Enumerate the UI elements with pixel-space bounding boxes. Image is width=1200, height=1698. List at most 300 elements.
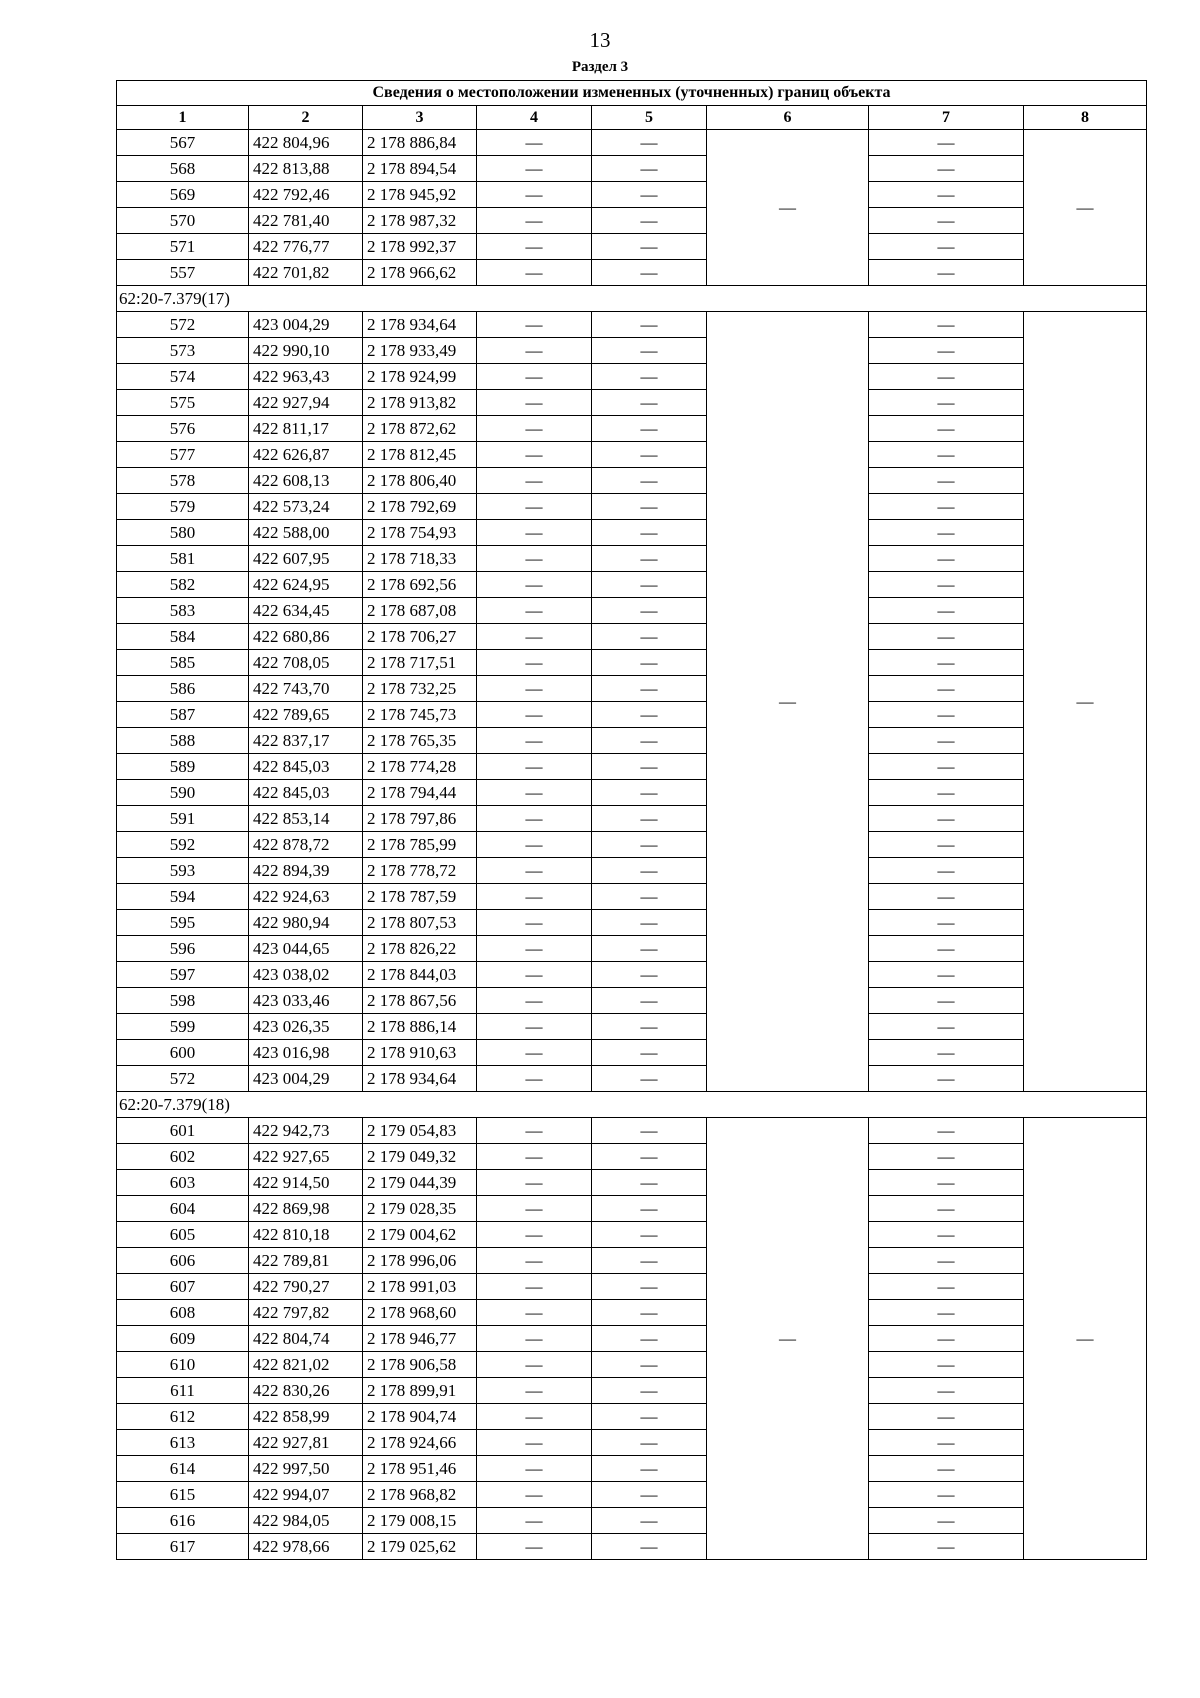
y-coordinate-cell: 2 178 867,56 bbox=[363, 988, 477, 1014]
x-coordinate-cell: 422 837,17 bbox=[249, 728, 363, 754]
x-coordinate-cell: 422 789,81 bbox=[249, 1248, 363, 1274]
col5-cell: — bbox=[592, 1482, 707, 1508]
col7-cell: — bbox=[869, 1040, 1024, 1066]
col7-cell: — bbox=[869, 1326, 1024, 1352]
x-coordinate-cell: 422 980,94 bbox=[249, 910, 363, 936]
col4-cell: — bbox=[477, 208, 592, 234]
col7-cell: — bbox=[869, 520, 1024, 546]
point-number-cell: 593 bbox=[117, 858, 249, 884]
x-coordinate-cell: 422 797,82 bbox=[249, 1300, 363, 1326]
table-row bbox=[117, 858, 1147, 884]
point-number-cell: 585 bbox=[117, 650, 249, 676]
table-row bbox=[117, 1352, 1147, 1378]
col5-cell: — bbox=[592, 1118, 707, 1144]
col7-cell: — bbox=[869, 494, 1024, 520]
x-coordinate-cell: 422 607,95 bbox=[249, 546, 363, 572]
col7-cell: — bbox=[869, 364, 1024, 390]
y-coordinate-cell: 2 178 692,56 bbox=[363, 572, 477, 598]
y-coordinate-cell: 2 178 951,46 bbox=[363, 1456, 477, 1482]
col5-cell: — bbox=[592, 182, 707, 208]
table-row bbox=[117, 1456, 1147, 1482]
y-coordinate-cell: 2 178 991,03 bbox=[363, 1274, 477, 1300]
col4-cell: — bbox=[477, 416, 592, 442]
col5-cell: — bbox=[592, 260, 707, 286]
y-coordinate-cell: 2 178 934,64 bbox=[363, 1066, 477, 1092]
col5-cell: — bbox=[592, 1170, 707, 1196]
col5-cell: — bbox=[592, 130, 707, 156]
col4-cell: — bbox=[477, 1144, 592, 1170]
x-coordinate-cell: 422 781,40 bbox=[249, 208, 363, 234]
y-coordinate-cell: 2 179 008,15 bbox=[363, 1508, 477, 1534]
col7-cell: — bbox=[869, 702, 1024, 728]
x-coordinate-cell: 422 927,94 bbox=[249, 390, 363, 416]
y-coordinate-cell: 2 178 987,32 bbox=[363, 208, 477, 234]
point-number-cell: 599 bbox=[117, 1014, 249, 1040]
point-number-cell: 588 bbox=[117, 728, 249, 754]
y-coordinate-cell: 2 178 934,64 bbox=[363, 312, 477, 338]
point-number-cell: 582 bbox=[117, 572, 249, 598]
point-number-cell: 616 bbox=[117, 1508, 249, 1534]
col5-cell: — bbox=[592, 1430, 707, 1456]
col5-cell: — bbox=[592, 234, 707, 260]
x-coordinate-cell: 422 845,03 bbox=[249, 780, 363, 806]
table-row bbox=[117, 728, 1147, 754]
y-coordinate-cell: 2 178 966,62 bbox=[363, 260, 477, 286]
table-row bbox=[117, 832, 1147, 858]
y-coordinate-cell: 2 178 717,51 bbox=[363, 650, 477, 676]
col7-cell: — bbox=[869, 598, 1024, 624]
col4-cell: — bbox=[477, 442, 592, 468]
x-coordinate-cell: 422 990,10 bbox=[249, 338, 363, 364]
y-coordinate-cell: 2 178 933,49 bbox=[363, 338, 477, 364]
table-row bbox=[117, 780, 1147, 806]
table-row bbox=[117, 390, 1147, 416]
col4-cell: — bbox=[477, 1456, 592, 1482]
col7-cell: — bbox=[869, 182, 1024, 208]
col7-cell: — bbox=[869, 1352, 1024, 1378]
point-number-cell: 612 bbox=[117, 1404, 249, 1430]
point-number-cell: 613 bbox=[117, 1430, 249, 1456]
y-coordinate-cell: 2 178 706,27 bbox=[363, 624, 477, 650]
table-row bbox=[117, 1534, 1147, 1560]
col5-cell: — bbox=[592, 1144, 707, 1170]
col7-cell: — bbox=[869, 234, 1024, 260]
x-coordinate-cell: 422 858,99 bbox=[249, 1404, 363, 1430]
col4-cell: — bbox=[477, 1118, 592, 1144]
col4-cell: — bbox=[477, 182, 592, 208]
y-coordinate-cell: 2 179 004,62 bbox=[363, 1222, 477, 1248]
x-coordinate-cell: 422 708,05 bbox=[249, 650, 363, 676]
point-number-cell: 586 bbox=[117, 676, 249, 702]
table-row bbox=[117, 1222, 1147, 1248]
col4-cell: — bbox=[477, 624, 592, 650]
y-coordinate-cell: 2 178 826,22 bbox=[363, 936, 477, 962]
point-number-cell: 579 bbox=[117, 494, 249, 520]
col5-cell: — bbox=[592, 962, 707, 988]
y-coordinate-cell: 2 178 886,14 bbox=[363, 1014, 477, 1040]
y-coordinate-cell: 2 178 996,06 bbox=[363, 1248, 477, 1274]
column-header: 5 bbox=[592, 106, 707, 130]
coordinates-table bbox=[116, 80, 1147, 1560]
point-number-cell: 604 bbox=[117, 1196, 249, 1222]
y-coordinate-cell: 2 178 992,37 bbox=[363, 234, 477, 260]
col7-cell: — bbox=[869, 1144, 1024, 1170]
col4-cell: — bbox=[477, 1066, 592, 1092]
col4-cell: — bbox=[477, 156, 592, 182]
x-coordinate-cell: 422 789,65 bbox=[249, 702, 363, 728]
col5-cell: — bbox=[592, 780, 707, 806]
col7-cell: — bbox=[869, 754, 1024, 780]
x-coordinate-cell: 422 878,72 bbox=[249, 832, 363, 858]
point-number-cell: 597 bbox=[117, 962, 249, 988]
x-coordinate-cell: 422 942,73 bbox=[249, 1118, 363, 1144]
column-header: 3 bbox=[363, 106, 477, 130]
x-coordinate-cell: 422 626,87 bbox=[249, 442, 363, 468]
col7-cell: — bbox=[869, 416, 1024, 442]
point-number-cell: 580 bbox=[117, 520, 249, 546]
col7-cell: — bbox=[869, 988, 1024, 1014]
table-row bbox=[117, 962, 1147, 988]
table-row bbox=[117, 520, 1147, 546]
col4-cell: — bbox=[477, 1040, 592, 1066]
y-coordinate-cell: 2 179 044,39 bbox=[363, 1170, 477, 1196]
table-row bbox=[117, 1326, 1147, 1352]
y-coordinate-cell: 2 178 946,77 bbox=[363, 1326, 477, 1352]
y-coordinate-cell: 2 178 906,58 bbox=[363, 1352, 477, 1378]
y-coordinate-cell: 2 178 745,73 bbox=[363, 702, 477, 728]
y-coordinate-cell: 2 178 924,99 bbox=[363, 364, 477, 390]
y-coordinate-cell: 2 179 025,62 bbox=[363, 1534, 477, 1560]
col5-cell: — bbox=[592, 156, 707, 182]
col4-cell: — bbox=[477, 1352, 592, 1378]
x-coordinate-cell: 423 026,35 bbox=[249, 1014, 363, 1040]
table-row bbox=[117, 442, 1147, 468]
col4-cell: — bbox=[477, 806, 592, 832]
col7-cell: — bbox=[869, 1222, 1024, 1248]
point-number-cell: 571 bbox=[117, 234, 249, 260]
point-number-cell: 603 bbox=[117, 1170, 249, 1196]
table-row bbox=[117, 988, 1147, 1014]
col7-cell: — bbox=[869, 936, 1024, 962]
col7-cell: — bbox=[869, 780, 1024, 806]
col4-cell: — bbox=[477, 988, 592, 1014]
column-header: 2 bbox=[249, 106, 363, 130]
y-coordinate-cell: 2 178 904,74 bbox=[363, 1404, 477, 1430]
col5-cell: — bbox=[592, 728, 707, 754]
col5-cell: — bbox=[592, 1248, 707, 1274]
col7-cell: — bbox=[869, 1378, 1024, 1404]
col7-cell: — bbox=[869, 1196, 1024, 1222]
x-coordinate-cell: 422 790,27 bbox=[249, 1274, 363, 1300]
point-number-cell: 600 bbox=[117, 1040, 249, 1066]
point-number-cell: 611 bbox=[117, 1378, 249, 1404]
col4-cell: — bbox=[477, 780, 592, 806]
y-coordinate-cell: 2 178 945,92 bbox=[363, 182, 477, 208]
col4-cell: — bbox=[477, 728, 592, 754]
col7-cell: — bbox=[869, 962, 1024, 988]
y-coordinate-cell: 2 178 899,91 bbox=[363, 1378, 477, 1404]
point-number-cell: 605 bbox=[117, 1222, 249, 1248]
point-number-cell: 575 bbox=[117, 390, 249, 416]
col5-cell: — bbox=[592, 416, 707, 442]
col4-cell: — bbox=[477, 1430, 592, 1456]
x-coordinate-cell: 423 038,02 bbox=[249, 962, 363, 988]
col5-cell: — bbox=[592, 468, 707, 494]
table-row bbox=[117, 1248, 1147, 1274]
col5-cell: — bbox=[592, 1274, 707, 1300]
col5-cell: — bbox=[592, 598, 707, 624]
col7-cell: — bbox=[869, 1274, 1024, 1300]
col5-cell: — bbox=[592, 676, 707, 702]
table-row bbox=[117, 598, 1147, 624]
point-number-cell: 606 bbox=[117, 1248, 249, 1274]
point-number-cell: 615 bbox=[117, 1482, 249, 1508]
y-coordinate-cell: 2 178 794,44 bbox=[363, 780, 477, 806]
y-coordinate-cell: 2 178 797,86 bbox=[363, 806, 477, 832]
table-row bbox=[117, 702, 1147, 728]
col4-cell: — bbox=[477, 910, 592, 936]
col5-cell: — bbox=[592, 390, 707, 416]
col4-cell: — bbox=[477, 1508, 592, 1534]
point-number-cell: 609 bbox=[117, 1326, 249, 1352]
x-coordinate-cell: 422 680,86 bbox=[249, 624, 363, 650]
table-row bbox=[117, 364, 1147, 390]
table-row bbox=[117, 1482, 1147, 1508]
point-number-cell: 570 bbox=[117, 208, 249, 234]
col5-cell: — bbox=[592, 624, 707, 650]
y-coordinate-cell: 2 179 049,32 bbox=[363, 1144, 477, 1170]
col7-cell: — bbox=[869, 1534, 1024, 1560]
group-label: 62:20-7.379(18) bbox=[117, 1092, 1147, 1118]
y-coordinate-cell: 2 178 687,08 bbox=[363, 598, 477, 624]
col7-cell: — bbox=[869, 650, 1024, 676]
col5-cell: — bbox=[592, 1508, 707, 1534]
col6-merged-cell: — bbox=[707, 1118, 869, 1560]
col4-cell: — bbox=[477, 650, 592, 676]
y-coordinate-cell: 2 178 924,66 bbox=[363, 1430, 477, 1456]
table-row bbox=[117, 806, 1147, 832]
col5-cell: — bbox=[592, 1196, 707, 1222]
col4-cell: — bbox=[477, 390, 592, 416]
table-row bbox=[117, 182, 1147, 208]
point-number-cell: 595 bbox=[117, 910, 249, 936]
table-title-row bbox=[117, 81, 1147, 106]
col5-cell: — bbox=[592, 988, 707, 1014]
point-number-cell: 587 bbox=[117, 702, 249, 728]
col7-cell: — bbox=[869, 312, 1024, 338]
col5-cell: — bbox=[592, 546, 707, 572]
table-row bbox=[117, 1508, 1147, 1534]
table-row bbox=[117, 1170, 1147, 1196]
col5-cell: — bbox=[592, 1378, 707, 1404]
y-coordinate-cell: 2 178 785,99 bbox=[363, 832, 477, 858]
y-coordinate-cell: 2 178 732,25 bbox=[363, 676, 477, 702]
col7-cell: — bbox=[869, 1118, 1024, 1144]
table-row bbox=[117, 468, 1147, 494]
col7-cell: — bbox=[869, 468, 1024, 494]
col8-merged-cell: — bbox=[1024, 312, 1147, 1092]
x-coordinate-cell: 422 776,77 bbox=[249, 234, 363, 260]
table-row bbox=[117, 1274, 1147, 1300]
point-number-cell: 572 bbox=[117, 312, 249, 338]
x-coordinate-cell: 422 994,07 bbox=[249, 1482, 363, 1508]
y-coordinate-cell: 2 178 754,93 bbox=[363, 520, 477, 546]
x-coordinate-cell: 422 978,66 bbox=[249, 1534, 363, 1560]
y-coordinate-cell: 2 178 718,33 bbox=[363, 546, 477, 572]
col4-cell: — bbox=[477, 1300, 592, 1326]
col4-cell: — bbox=[477, 1274, 592, 1300]
col4-cell: — bbox=[477, 364, 592, 390]
col7-cell: — bbox=[869, 1170, 1024, 1196]
col4-cell: — bbox=[477, 546, 592, 572]
col7-cell: — bbox=[869, 1404, 1024, 1430]
col4-cell: — bbox=[477, 676, 592, 702]
col7-cell: — bbox=[869, 208, 1024, 234]
group-row bbox=[117, 1092, 1147, 1118]
y-coordinate-cell: 2 178 872,62 bbox=[363, 416, 477, 442]
x-coordinate-cell: 422 821,02 bbox=[249, 1352, 363, 1378]
col4-cell: — bbox=[477, 468, 592, 494]
col5-cell: — bbox=[592, 832, 707, 858]
x-coordinate-cell: 422 984,05 bbox=[249, 1508, 363, 1534]
col4-cell: — bbox=[477, 260, 592, 286]
col8-merged-cell: — bbox=[1024, 1118, 1147, 1560]
col4-cell: — bbox=[477, 1534, 592, 1560]
col5-cell: — bbox=[592, 1300, 707, 1326]
col5-cell: — bbox=[592, 858, 707, 884]
y-coordinate-cell: 2 178 913,82 bbox=[363, 390, 477, 416]
col7-cell: — bbox=[869, 1456, 1024, 1482]
column-header: 8 bbox=[1024, 106, 1147, 130]
col4-cell: — bbox=[477, 312, 592, 338]
col5-cell: — bbox=[592, 572, 707, 598]
point-number-cell: 602 bbox=[117, 1144, 249, 1170]
col5-cell: — bbox=[592, 936, 707, 962]
point-number-cell: 601 bbox=[117, 1118, 249, 1144]
x-coordinate-cell: 422 869,98 bbox=[249, 1196, 363, 1222]
x-coordinate-cell: 423 004,29 bbox=[249, 1066, 363, 1092]
y-coordinate-cell: 2 178 844,03 bbox=[363, 962, 477, 988]
table-row bbox=[117, 936, 1147, 962]
y-coordinate-cell: 2 178 792,69 bbox=[363, 494, 477, 520]
col5-cell: — bbox=[592, 442, 707, 468]
x-coordinate-cell: 422 963,43 bbox=[249, 364, 363, 390]
table-row bbox=[117, 1144, 1147, 1170]
col7-cell: — bbox=[869, 1014, 1024, 1040]
point-number-cell: 568 bbox=[117, 156, 249, 182]
col5-cell: — bbox=[592, 1014, 707, 1040]
table-row bbox=[117, 416, 1147, 442]
y-coordinate-cell: 2 179 028,35 bbox=[363, 1196, 477, 1222]
group-row bbox=[117, 286, 1147, 312]
point-number-cell: 578 bbox=[117, 468, 249, 494]
col4-cell: — bbox=[477, 520, 592, 546]
point-number-cell: 583 bbox=[117, 598, 249, 624]
point-number-cell: 610 bbox=[117, 1352, 249, 1378]
col7-cell: — bbox=[869, 260, 1024, 286]
col4-cell: — bbox=[477, 1248, 592, 1274]
table-row bbox=[117, 234, 1147, 260]
col7-cell: — bbox=[869, 130, 1024, 156]
col4-cell: — bbox=[477, 884, 592, 910]
table-row bbox=[117, 676, 1147, 702]
col5-cell: — bbox=[592, 1404, 707, 1430]
y-coordinate-cell: 2 178 910,63 bbox=[363, 1040, 477, 1066]
table-row bbox=[117, 1014, 1147, 1040]
col5-cell: — bbox=[592, 650, 707, 676]
col7-cell: — bbox=[869, 390, 1024, 416]
y-coordinate-cell: 2 178 886,84 bbox=[363, 130, 477, 156]
col5-cell: — bbox=[592, 910, 707, 936]
y-coordinate-cell: 2 179 054,83 bbox=[363, 1118, 477, 1144]
col7-cell: — bbox=[869, 910, 1024, 936]
x-coordinate-cell: 422 894,39 bbox=[249, 858, 363, 884]
table-row bbox=[117, 754, 1147, 780]
x-coordinate-cell: 422 853,14 bbox=[249, 806, 363, 832]
col5-cell: — bbox=[592, 884, 707, 910]
table-row bbox=[117, 1196, 1147, 1222]
col7-cell: — bbox=[869, 546, 1024, 572]
x-coordinate-cell: 422 810,18 bbox=[249, 1222, 363, 1248]
table-row bbox=[117, 130, 1147, 156]
section-title: Раздел 3 bbox=[571, 59, 629, 75]
point-number-cell: 574 bbox=[117, 364, 249, 390]
col7-cell: — bbox=[869, 1066, 1024, 1092]
x-coordinate-cell: 422 811,17 bbox=[249, 416, 363, 442]
column-header: 7 bbox=[869, 106, 1024, 130]
x-coordinate-cell: 422 997,50 bbox=[249, 1456, 363, 1482]
x-coordinate-cell: 422 792,46 bbox=[249, 182, 363, 208]
x-coordinate-cell: 423 044,65 bbox=[249, 936, 363, 962]
point-number-cell: 598 bbox=[117, 988, 249, 1014]
col7-cell: — bbox=[869, 1248, 1024, 1274]
col7-cell: — bbox=[869, 1508, 1024, 1534]
column-header: 1 bbox=[117, 106, 249, 130]
y-coordinate-cell: 2 178 806,40 bbox=[363, 468, 477, 494]
col7-cell: — bbox=[869, 884, 1024, 910]
col4-cell: — bbox=[477, 1378, 592, 1404]
table-row bbox=[117, 260, 1147, 286]
table-row bbox=[117, 572, 1147, 598]
column-header: 6 bbox=[707, 106, 869, 130]
point-number-cell: 573 bbox=[117, 338, 249, 364]
col7-cell: — bbox=[869, 156, 1024, 182]
col4-cell: — bbox=[477, 936, 592, 962]
col4-cell: — bbox=[477, 1482, 592, 1508]
table-row bbox=[117, 494, 1147, 520]
x-coordinate-cell: 422 845,03 bbox=[249, 754, 363, 780]
table-row bbox=[117, 338, 1147, 364]
point-number-cell: 607 bbox=[117, 1274, 249, 1300]
col6-merged-cell: — bbox=[707, 312, 869, 1092]
col5-cell: — bbox=[592, 1456, 707, 1482]
col5-cell: — bbox=[592, 208, 707, 234]
point-number-cell: 581 bbox=[117, 546, 249, 572]
col4-cell: — bbox=[477, 598, 592, 624]
col4-cell: — bbox=[477, 130, 592, 156]
col5-cell: — bbox=[592, 1066, 707, 1092]
col5-cell: — bbox=[592, 520, 707, 546]
col4-cell: — bbox=[477, 1404, 592, 1430]
table-row bbox=[117, 1118, 1147, 1144]
x-coordinate-cell: 422 588,00 bbox=[249, 520, 363, 546]
col4-cell: — bbox=[477, 1326, 592, 1352]
table-row bbox=[117, 624, 1147, 650]
x-coordinate-cell: 422 927,81 bbox=[249, 1430, 363, 1456]
col7-cell: — bbox=[869, 624, 1024, 650]
table-row bbox=[117, 910, 1147, 936]
point-number-cell: 577 bbox=[117, 442, 249, 468]
